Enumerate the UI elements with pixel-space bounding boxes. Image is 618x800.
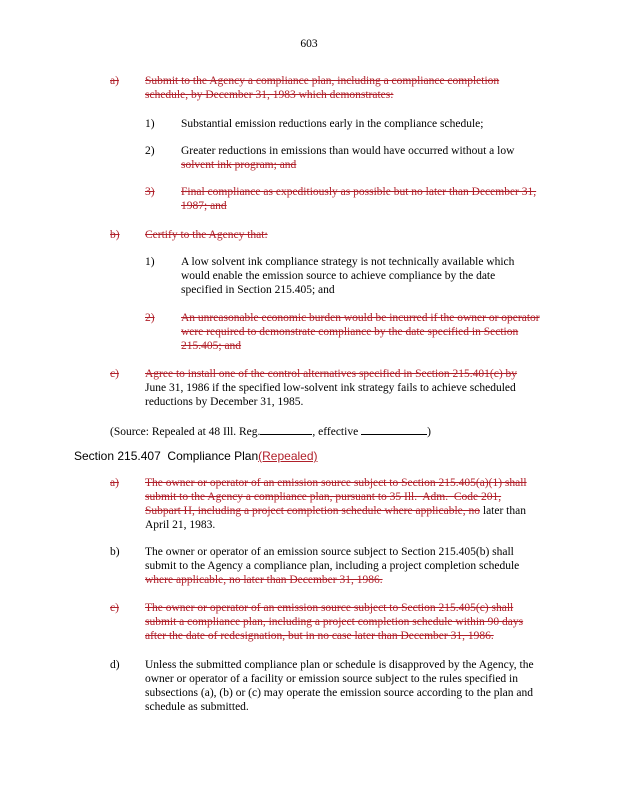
item-a1-label: 1) (145, 118, 155, 130)
item-a2-text (181, 144, 541, 172)
blank-register-issue (260, 423, 312, 435)
section-item-a-text (145, 476, 535, 532)
item-a-text: Submit to the Agency a compliance plan, including a compliance completion schedule, by December 31, 1983 which demonstrates: (145, 75, 500, 101)
section-item-b-label: b) (110, 546, 120, 558)
section-item-b-text (145, 545, 540, 587)
source-suffix: ) (427, 426, 431, 438)
item-a2-text-deleted: solvent ink program; and (181, 159, 297, 171)
section-item-d-text: Unless the submitted compliance plan or schedule is disapproved by the Agency, the owner or operator of a facility or emission source subject to the rules specified in subsections (a), (b) or (c) may operate the emission source according to the plan and schedule as submitted. (145, 659, 534, 713)
item-b1-text: A low solvent ink compliance strategy is not technically available which would enable the emission source to achieve compliance by the date specified in Section 215.405; and (181, 256, 515, 296)
section-number: Section 215.407 (74, 449, 161, 463)
item-a1-text: Substantial emission reductions early in the compliance schedule; (181, 118, 484, 130)
item-c-text-deleted: Agree to install one of the control alternatives specified in Section 215.401(c) by (145, 368, 518, 380)
item-c-text-kept: June 31, 1986 if the specified low-solvent ink strategy fails to achieve scheduled reductions by December 31, 1985. (145, 382, 516, 408)
item-b2-text: An unreasonable economic burden would be incurred if the owner or operator were required to demonstrate compliance by the date specified in Section 215.405; and (181, 312, 540, 352)
item-a3-label: 3) (145, 186, 155, 198)
item-a2-label: 2) (145, 145, 155, 157)
source-note (110, 423, 530, 439)
section-item-a-kept: later than April 21, 1983. (145, 505, 526, 531)
item-a2-text-kept: Greater reductions in emissions than would have occurred without a low (181, 145, 515, 157)
section-title: Compliance Plan (167, 449, 259, 463)
item-a3-text: Final compliance as expeditiously as possible but no later than December 31, 1987; and (181, 186, 537, 212)
item-c-text (145, 367, 540, 409)
section-item-d-label: d) (110, 659, 120, 671)
item-b-label: b) (110, 229, 120, 241)
section-item-b-kept: The owner or operator of an emission source subject to Section 215.405(b) shall submit to the Agency a compliance plan, including a project completion schedule (145, 546, 520, 572)
section-repealed: (Repealed) (258, 449, 318, 463)
item-b-text: Certify to the Agency that: (145, 229, 268, 241)
section-item-a-deleted: The owner or operator of an emission source subject to Section 215.405(a)(1) shall submit to the Agency a compliance plan, pursuant to 35 Ill. Adm. Code 201, Subpart H, including a project completion schedule where applicable, no (145, 477, 527, 517)
section-item-c-label: c) (110, 602, 119, 614)
blank-effective-date (361, 423, 427, 435)
source-prefix: (Source: Repealed at 48 Ill. Reg. (110, 426, 261, 438)
section-item-b-deleted: where applicable, no later than December 31, 1986. (145, 574, 383, 586)
page-number: 603 (300, 38, 318, 50)
item-c-label: c) (110, 368, 119, 380)
section-heading (74, 449, 318, 463)
item-b2-label: 2) (145, 312, 155, 324)
section-item-c-text: The owner or operator of an emission source subject to Section 215.405(c) shall submit a compliance plan, including a project completion schedule within 90 days after the date of redesignation, but in no case later than December 31, 1986. (145, 602, 524, 642)
item-a-label: a) (110, 75, 119, 87)
section-item-a-label: a) (110, 477, 119, 489)
item-b1-label: 1) (145, 256, 155, 268)
source-middle: , effective (312, 426, 359, 438)
